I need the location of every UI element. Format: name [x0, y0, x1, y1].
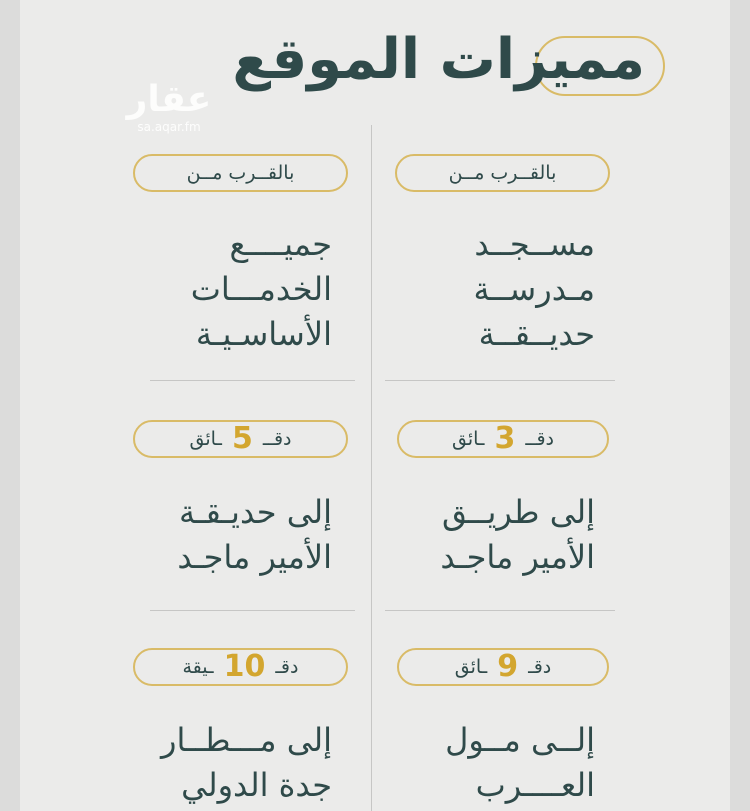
aqar-watermark-logo	[124, 80, 214, 134]
feature-text-block	[445, 718, 595, 808]
feature-line: الخدمـــات	[190, 270, 332, 308]
vertical-divider	[371, 125, 372, 811]
badge-label-start: دقــ	[525, 428, 555, 450]
badge-label-start: دقــ	[262, 428, 292, 450]
feature-text-block	[474, 222, 595, 357]
feature-line: إلى مـــطــار	[161, 721, 332, 759]
minutes-badge	[133, 648, 348, 686]
badge-label-end: ـائق	[454, 656, 488, 678]
badge-label: بالقــرب مــن	[448, 162, 557, 184]
feature-line: العــــرب	[475, 766, 595, 804]
badge-label-start: دقـ	[528, 656, 552, 678]
minutes-badge	[133, 420, 348, 458]
feature-line: حديــقــة	[478, 315, 595, 353]
minutes-number: 3	[494, 421, 516, 456]
badge-label-end: ـائق	[451, 428, 485, 450]
feature-line: مـدرســة	[473, 270, 595, 308]
badge-label-end: ـيقة	[182, 656, 214, 678]
feature-text-block	[440, 490, 595, 580]
watermark-name: عقار	[126, 79, 212, 120]
minutes-number: 9	[497, 649, 519, 684]
minutes-badge	[397, 420, 609, 458]
feature-text-block	[191, 222, 332, 357]
feature-line: إلى طريــق	[442, 493, 595, 531]
feature-line: جدة الدولي	[181, 766, 332, 804]
horizontal-divider	[385, 610, 615, 611]
minutes-number: 10	[223, 649, 266, 684]
minutes-badge	[397, 648, 609, 686]
page-title: مميزات الموقع	[232, 27, 645, 92]
feature-text-block	[177, 490, 332, 580]
horizontal-divider	[150, 380, 355, 381]
proximity-badge	[133, 154, 348, 192]
badge-label: بالقــرب مــن	[186, 162, 295, 184]
feature-line: الأمير ماجـد	[440, 538, 595, 576]
watermark-url: sa.aqar.fm	[137, 120, 201, 134]
feature-line: إلــى مــول	[445, 721, 595, 759]
horizontal-divider	[150, 610, 355, 611]
feature-line: مســجــد	[474, 225, 595, 263]
feature-text-block	[161, 718, 332, 808]
feature-line: الأساسـيـة	[195, 315, 332, 353]
horizontal-divider	[385, 380, 615, 381]
badge-label-end: ـائق	[189, 428, 222, 450]
feature-line: جميــــع	[229, 225, 332, 263]
proximity-badge	[395, 154, 610, 192]
badge-label-start: دقـ	[275, 656, 299, 678]
feature-line: إلى حديـقـة	[178, 493, 332, 531]
minutes-number: 5	[231, 421, 253, 456]
feature-line: الأمير ماجـد	[177, 538, 332, 576]
